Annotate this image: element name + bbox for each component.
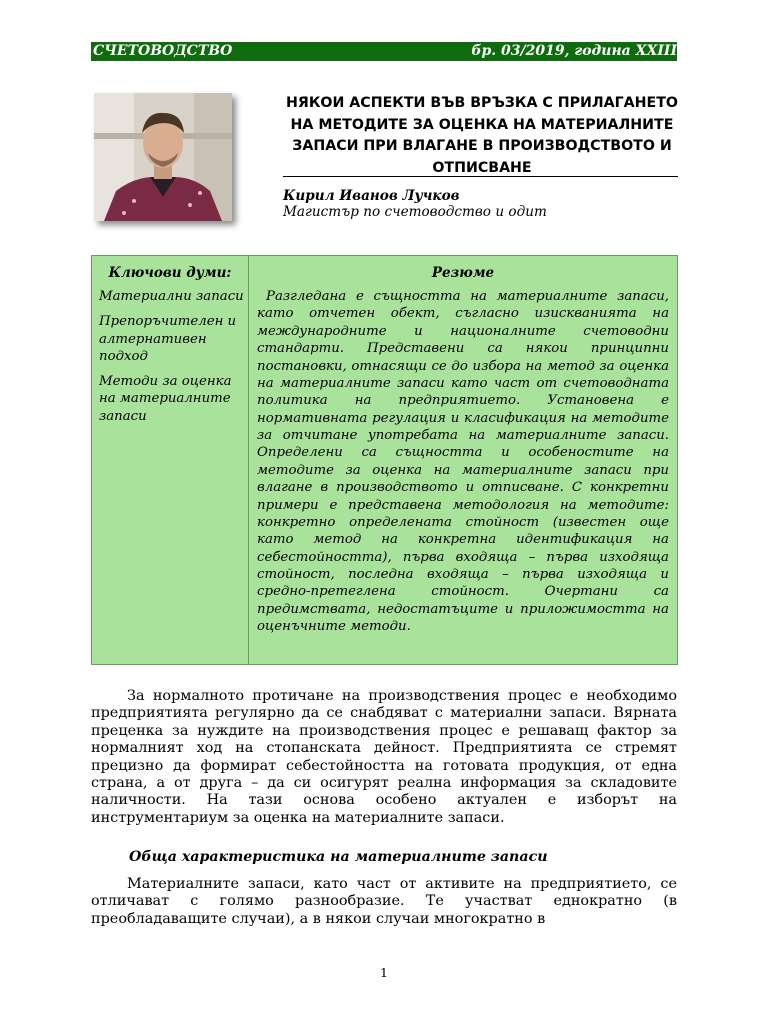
article-title: НЯКОИ АСПЕКТИ ВЪВ ВРЪЗКА С ПРИЛАГАНЕТО НА МЕТОДИТЕ ЗА ОЦЕНКА НА МАТЕРИАЛНИТЕ ЗАПАСИ ПРИ ВЛАГАНЕ В ПРОИЗВОДСТВОТО И ОТПИСВАНЕ	[286, 95, 678, 176]
keyword-item: Препоръчителен и алтернативен подход	[99, 314, 237, 364]
keywords-list	[99, 288, 244, 433]
abstract-box	[91, 255, 678, 665]
keyword-item: Методи за оценка на материалните запаси	[99, 374, 232, 424]
author-role: Магистър по счетоводство и одит	[283, 204, 547, 220]
issue-info: бр. 03/2019, година XXIII	[471, 43, 677, 59]
keyword-item: Материални запаси	[99, 289, 244, 304]
body-paragraph: Материалните запаси, като част от активите на предприятието, се отличават с голямо разнообразие. Те участват еднократно (в преобладаващите случаи), а в някои случаи многократно в	[91, 876, 677, 927]
keywords-heading: Ключови думи:	[108, 265, 232, 281]
author-name: Кирил Иванов Лучков	[283, 188, 460, 204]
section-heading: Обща характеристика на материалните запаси	[129, 849, 548, 865]
journal-name: СЧЕТОВОДСТВО	[93, 43, 233, 59]
summary-heading: Резюме	[431, 265, 495, 281]
author-portrait-image	[94, 93, 232, 221]
journal-header-bar	[91, 42, 677, 61]
abstract-column-divider	[248, 256, 249, 664]
author-photo	[94, 93, 232, 221]
page-number: 1	[380, 965, 388, 980]
body-paragraph: За нормалното протичане на производствения процес е необходимо предприятията регулярно да се снабдяват с материални запаси. Вярната преценка за нуждите на производствения процес е решаващ фактор за нормалният ход на стопанската дейност. Предприятията се стремят прецизно да формират себестойността на готовата продукция, от една страна, а от друга – да си осигурят реална информация за складовите наличности. На тази основа особено актуален е изборът на инструментариум за оценка на материалните запаси.	[91, 688, 677, 826]
title-divider	[283, 176, 678, 177]
summary-text: Разгледана е същността на материалните запаси, като отчетен обект, съгласно изискванията на международните и националните счетоводни стандарти. Представени са някои принципни постановки, отнасящи се до избора на метод за оценка на материалните запаси като част от счетоводната политика на предприятието. Установена е нормативната регулация и класификация на методите за отчитане употребата на материалните запаси. Определени са същността и особеностите на методите за оценка на материалните запаси при влагане в производството и отписване. С конкретни примери е представена методология на методите: конкретно определената стойност (известен още като метод на конкретна идентификация на себестойността), първа входяща – първа изходяща стойност, последна входяща – първа изходяща и средно-претеглена стойност. Очертани са предимствата, недостатъците и приложимостта на оценъчните методи.	[257, 289, 669, 635]
